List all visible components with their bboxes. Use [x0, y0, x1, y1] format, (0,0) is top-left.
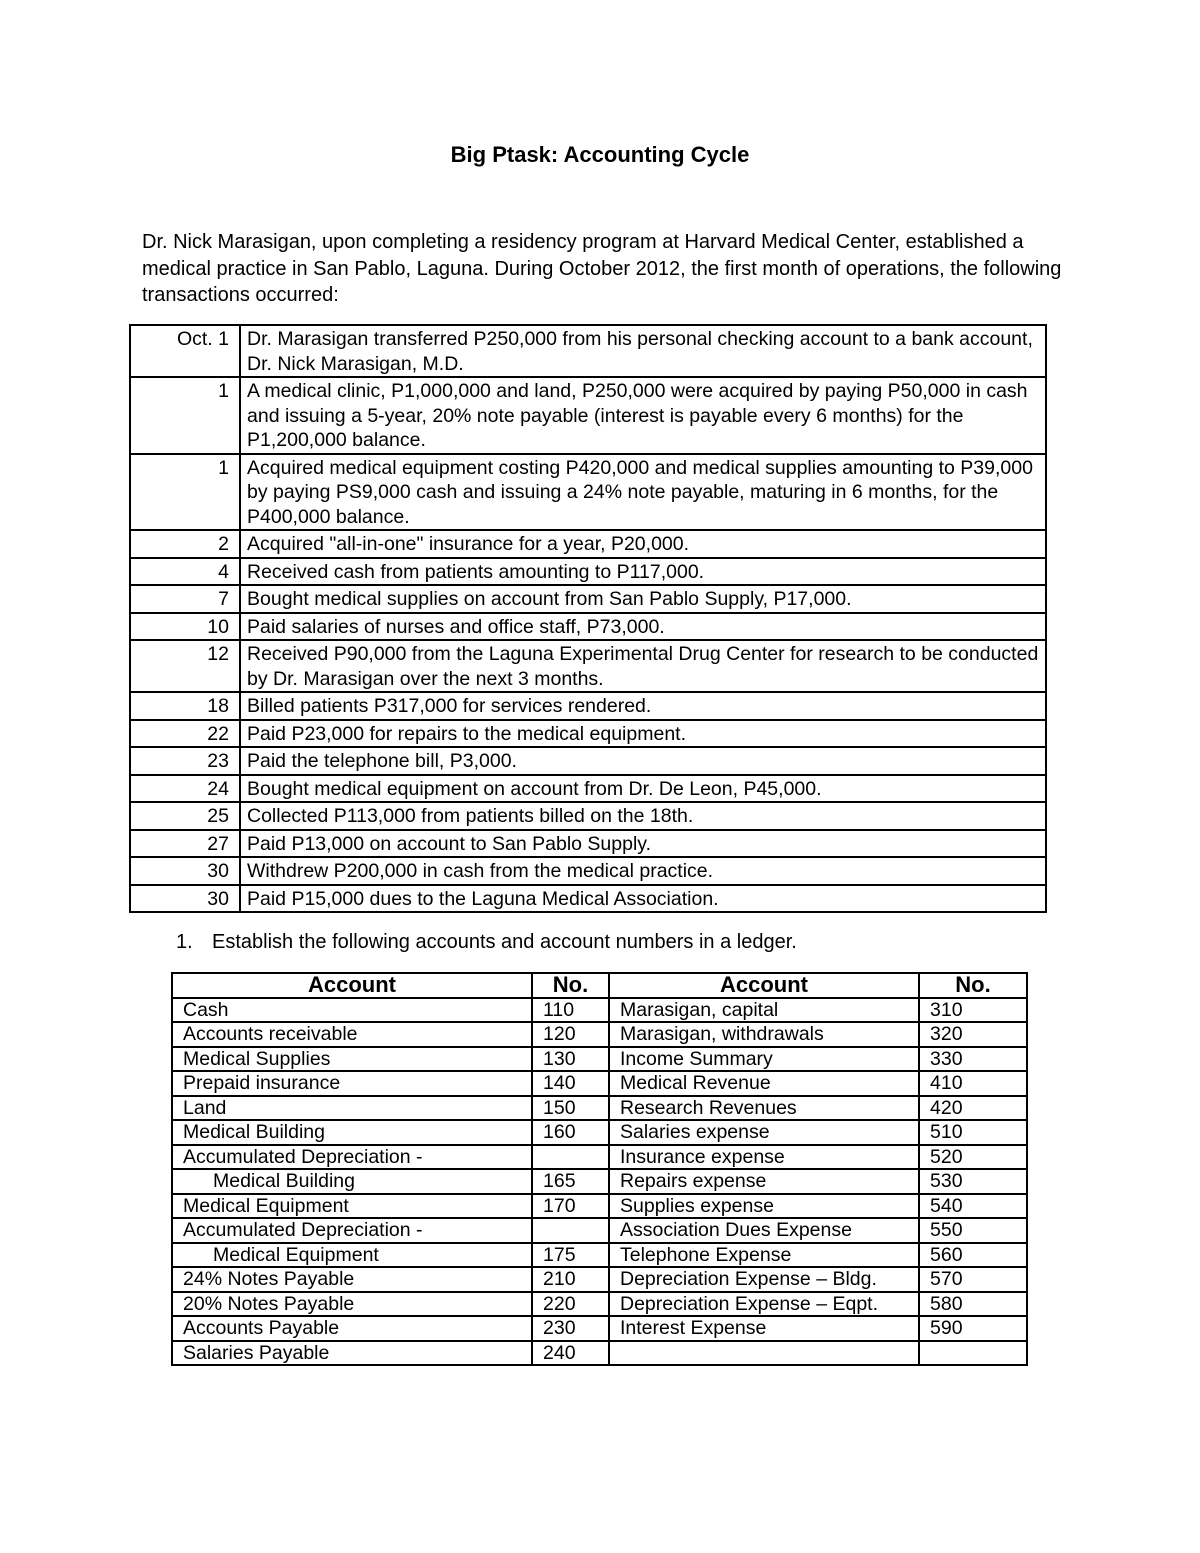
transaction-date: 1	[130, 377, 240, 454]
account-name: 20% Notes Payable	[172, 1292, 532, 1317]
account-number: 550	[919, 1218, 1027, 1243]
account-number: 160	[532, 1120, 609, 1145]
account-number: 175	[532, 1243, 609, 1268]
transaction-description: A medical clinic, P1,000,000 and land, P250,000 were acquired by paying P50,000 in cash and issuing a 5-year, 20% note payable (interest is payable every 6 months) for the P1,200,000 balance.	[240, 377, 1046, 454]
account-number: 410	[919, 1071, 1027, 1096]
account-number: 510	[919, 1120, 1027, 1145]
transaction-description: Bought medical supplies on account from San Pablo Supply, P17,000.	[240, 585, 1046, 613]
account-name: Accounts Payable	[172, 1316, 532, 1341]
account-number: 560	[919, 1243, 1027, 1268]
account-row	[172, 1120, 1027, 1145]
header-no-2: No.	[919, 973, 1027, 998]
transaction-row	[130, 802, 1046, 830]
account-row	[172, 1243, 1027, 1268]
account-name: Marasigan, capital	[609, 998, 919, 1023]
account-number: 320	[919, 1022, 1027, 1047]
account-number: 170	[532, 1194, 609, 1219]
account-number: 310	[919, 998, 1027, 1023]
transaction-date: 12	[130, 640, 240, 692]
account-number: 530	[919, 1169, 1027, 1194]
transaction-date: 25	[130, 802, 240, 830]
account-name: 24% Notes Payable	[172, 1267, 532, 1292]
transaction-date: Oct. 1	[130, 325, 240, 377]
transaction-date: 10	[130, 613, 240, 641]
question-number: 1.	[176, 931, 193, 953]
account-number: 580	[919, 1292, 1027, 1317]
transaction-row	[130, 558, 1046, 586]
transaction-date: 24	[130, 775, 240, 803]
account-name: Association Dues Expense	[609, 1218, 919, 1243]
transaction-row	[130, 830, 1046, 858]
account-name: Insurance expense	[609, 1145, 919, 1170]
transaction-row	[130, 720, 1046, 748]
account-row	[172, 1267, 1027, 1292]
transaction-description: Dr. Marasigan transferred P250,000 from his personal checking account to a bank account, Dr. Nick Marasigan, M.D.	[240, 325, 1046, 377]
question-text: Establish the following accounts and account numbers in a ledger.	[212, 931, 797, 953]
transaction-date: 30	[130, 857, 240, 885]
account-name: Research Revenues	[609, 1096, 919, 1121]
account-row	[172, 1218, 1027, 1243]
account-number: 330	[919, 1047, 1027, 1072]
account-name: Salaries Payable	[172, 1341, 532, 1366]
account-name: Accounts receivable	[172, 1022, 532, 1047]
account-number: 110	[532, 998, 609, 1023]
intro-paragraph: Dr. Nick Marasigan, upon completing a residency program at Harvard Medical Center, established a medical practice in San Pablo, Laguna. During October 2012, the first month of operations, the following transactions occurred:	[142, 231, 1062, 306]
transaction-row	[130, 454, 1046, 531]
transaction-date: 2	[130, 530, 240, 558]
account-number: 165	[532, 1169, 609, 1194]
accounts-header-row	[172, 973, 1027, 998]
account-number: 210	[532, 1267, 609, 1292]
account-row	[172, 1096, 1027, 1121]
transaction-description: Paid P15,000 dues to the Laguna Medical Association.	[240, 885, 1046, 913]
account-number	[532, 1145, 609, 1170]
account-name: Medical Supplies	[172, 1047, 532, 1072]
account-row	[172, 1292, 1027, 1317]
transaction-description: Paid P23,000 for repairs to the medical equipment.	[240, 720, 1046, 748]
account-row	[172, 1316, 1027, 1341]
transaction-row	[130, 613, 1046, 641]
accounts-table	[171, 972, 1028, 1366]
transaction-description: Received P90,000 from the Laguna Experimental Drug Center for research to be conducted by Dr. Marasigan over the next 3 months.	[240, 640, 1046, 692]
transaction-description: Billed patients P317,000 for services rendered.	[240, 692, 1046, 720]
header-account-1: Account	[172, 973, 532, 998]
account-row	[172, 1194, 1027, 1219]
page-title: Big Ptask: Accounting Cycle	[450, 142, 750, 167]
transaction-row	[130, 747, 1046, 775]
account-number: 570	[919, 1267, 1027, 1292]
account-name: Supplies expense	[609, 1194, 919, 1219]
account-name: Medical Building	[172, 1120, 532, 1145]
transaction-description: Withdrew P200,000 in cash from the medical practice.	[240, 857, 1046, 885]
account-number: 420	[919, 1096, 1027, 1121]
account-row	[172, 1047, 1027, 1072]
transaction-description: Acquired "all-in-one" insurance for a year, P20,000.	[240, 530, 1046, 558]
account-row	[172, 998, 1027, 1023]
account-name: Depreciation Expense – Bldg.	[609, 1267, 919, 1292]
account-number: 520	[919, 1145, 1027, 1170]
account-number: 220	[532, 1292, 609, 1317]
account-name: Income Summary	[609, 1047, 919, 1072]
account-number	[919, 1341, 1027, 1366]
account-name: Medical Equipment	[172, 1243, 532, 1268]
account-number: 540	[919, 1194, 1027, 1219]
account-name: Cash	[172, 998, 532, 1023]
transaction-description: Received cash from patients amounting to P117,000.	[240, 558, 1046, 586]
account-name: Marasigan, withdrawals	[609, 1022, 919, 1047]
account-row	[172, 1145, 1027, 1170]
account-row	[172, 1169, 1027, 1194]
transaction-description: Paid P13,000 on account to San Pablo Supply.	[240, 830, 1046, 858]
account-number: 150	[532, 1096, 609, 1121]
account-name: Land	[172, 1096, 532, 1121]
transaction-row	[130, 530, 1046, 558]
account-number: 140	[532, 1071, 609, 1096]
transaction-description: Paid the telephone bill, P3,000.	[240, 747, 1046, 775]
transaction-row	[130, 377, 1046, 454]
account-name: Accumulated Depreciation -	[172, 1218, 532, 1243]
transaction-row	[130, 640, 1046, 692]
account-name: Repairs expense	[609, 1169, 919, 1194]
account-number: 230	[532, 1316, 609, 1341]
header-account-2: Account	[609, 973, 919, 998]
account-name: Medical Equipment	[172, 1194, 532, 1219]
question-item	[176, 931, 797, 954]
transaction-date: 4	[130, 558, 240, 586]
transaction-date: 23	[130, 747, 240, 775]
account-name: Accumulated Depreciation -	[172, 1145, 532, 1170]
transaction-description: Acquired medical equipment costing P420,000 and medical supplies amounting to P39,000 by paying PS9,000 cash and issuing a 24% note payable, maturing in 6 months, for the P400,000 balance.	[240, 454, 1046, 531]
transaction-date: 22	[130, 720, 240, 748]
account-number: 130	[532, 1047, 609, 1072]
header-no-1: No.	[532, 973, 609, 998]
transaction-date: 1	[130, 454, 240, 531]
account-row	[172, 1022, 1027, 1047]
transaction-row	[130, 325, 1046, 377]
transaction-description: Paid salaries of nurses and office staff, P73,000.	[240, 613, 1046, 641]
transaction-date: 27	[130, 830, 240, 858]
transaction-date: 30	[130, 885, 240, 913]
account-name: Salaries expense	[609, 1120, 919, 1145]
transaction-row	[130, 885, 1046, 913]
transaction-description: Bought medical equipment on account from Dr. De Leon, P45,000.	[240, 775, 1046, 803]
account-name	[609, 1341, 919, 1366]
transaction-row	[130, 775, 1046, 803]
account-name: Medical Building	[172, 1169, 532, 1194]
account-name: Telephone Expense	[609, 1243, 919, 1268]
account-number	[532, 1218, 609, 1243]
account-row	[172, 1341, 1027, 1366]
account-name: Interest Expense	[609, 1316, 919, 1341]
transaction-date: 7	[130, 585, 240, 613]
transaction-row	[130, 857, 1046, 885]
transactions-table	[129, 324, 1047, 913]
account-name: Depreciation Expense – Eqpt.	[609, 1292, 919, 1317]
account-number: 590	[919, 1316, 1027, 1341]
account-number: 240	[532, 1341, 609, 1366]
account-number: 120	[532, 1022, 609, 1047]
account-row	[172, 1071, 1027, 1096]
transaction-date: 18	[130, 692, 240, 720]
account-name: Medical Revenue	[609, 1071, 919, 1096]
account-name: Prepaid insurance	[172, 1071, 532, 1096]
transaction-row	[130, 585, 1046, 613]
transaction-description: Collected P113,000 from patients billed on the 18th.	[240, 802, 1046, 830]
transaction-row	[130, 692, 1046, 720]
